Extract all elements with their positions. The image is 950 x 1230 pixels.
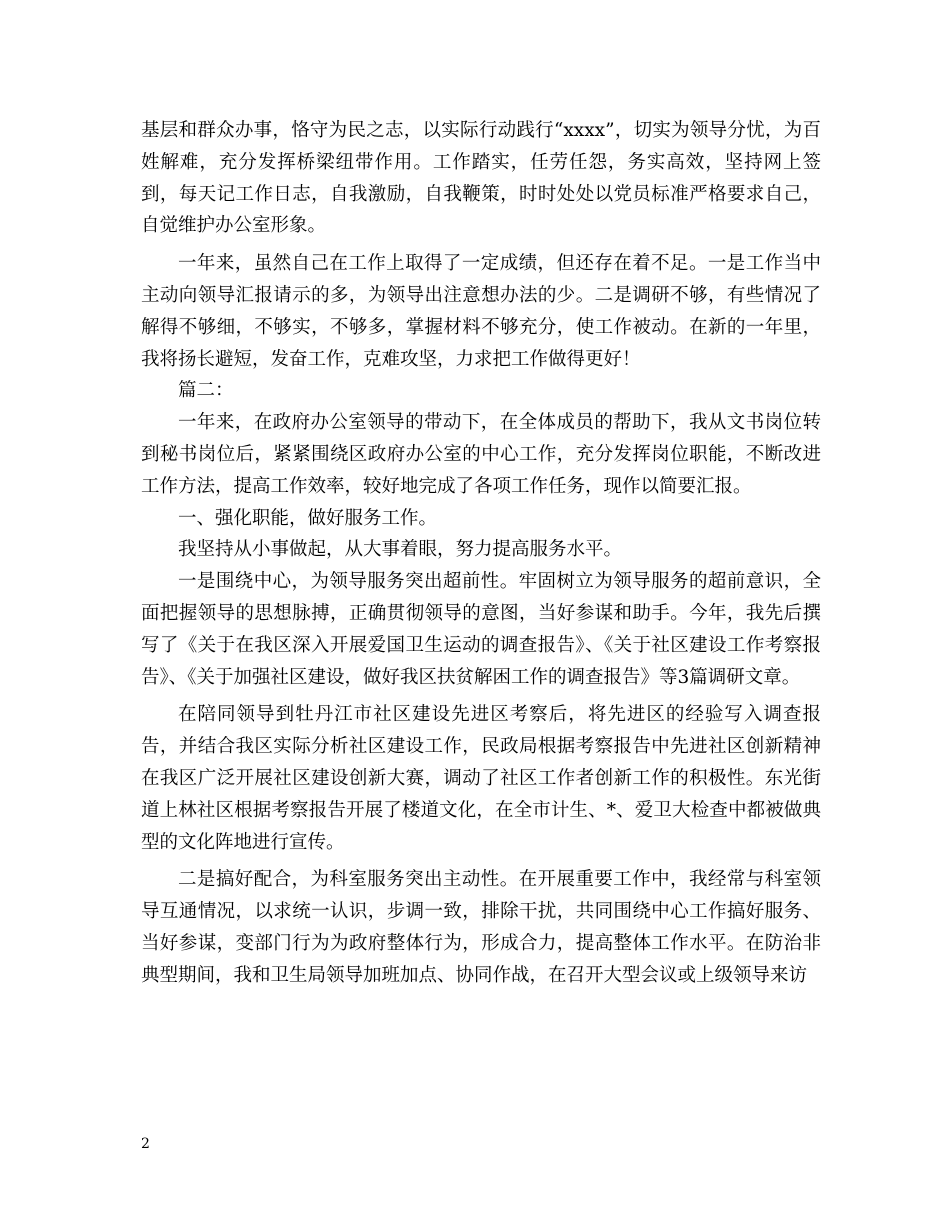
section-heading-1: 一、强化职能，做好服务工作。 — [178, 507, 438, 529]
body-text — [141, 115, 821, 992]
paragraph-2: 一年来，虽然自己在工作上取得了一定成绩，但还存在着不足。一是工作当中主动向领导汇报请示的多，为领导出注意想办法的少。二是调研不够，有些情况了解得不够细，不够实，不够多，掌握材料不够充分，使工作被动。在新的一年里，我将扬长避短，发奋工作，克难攻坚，力求把工作做得更好！ — [141, 253, 821, 370]
page-number: 2 — [141, 1136, 150, 1152]
paragraph-5: 一是围绕中心，为领导服务突出超前性。牢固树立为领导服务的超前意识，全面把握领导的思想脉搏，正确贯彻领导的意图，当好参谋和助手。今年，我先后撰写了《关于在我区深入开展爱国卫生运动的调查报告》、《关于社区建设工作考察报告》、《关于加强社区建设，做好我区扶贫解困工作的调查报告》等3篇调研文章。 — [141, 571, 821, 688]
paragraph-6: 在陪同领导到牡丹江市社区建设先进区考察后，将先进区的经验写入调查报告，并结合我区实际分析社区建设工作，民政局根据考察报告中先进社区创新精神在我区广泛开展社区建设创新大赛，调动了社区工作者创新工作的积极性。东光街道上林社区根据考察报告开展了楼道文化，在全市计生、*、爱卫大检查中都被做典型的文化阵地进行宣传。 — [141, 704, 821, 853]
paragraph-3: 一年来，在政府办公室领导的带动下，在全体成员的帮助下，我从文书岗位转到秘书岗位后，紧紧围绕区政府办公室的中心工作，充分发挥岗位职能，不断改进工作方法，提高工作效率，较好地完成了各项工作任务，现作以简要汇报。 — [141, 412, 821, 497]
paragraph-7: 二是搞好配合，为科室服务突出主动性。在开展重要工作中，我经常与科室领导互通情况，以求统一认识，步调一致，排除干扰，共同围绕中心工作搞好服务、当好参谋，变部门行为为政府整体行为，形成合力，提高整体工作水平。在防治非典型期间，我和卫生局领导加班加点、协同作战，在召开大型会议或上级领导来访 — [141, 869, 821, 986]
paragraph-1: 基层和群众办事，恪守为民之志，以实际行动践行“xxxx”，切实为领导分忧，为百姓解难，充分发挥桥梁纽带作用。工作踏实，任劳任怨，务实高效，坚持网上签到，每天记工作日志，自我激励，自我鞭策，时时处处以党员标准严格要求自己，自觉维护办公室形象。 — [141, 120, 821, 237]
section-heading-pian-er: 篇二： — [178, 380, 234, 402]
paragraph-4: 我坚持从小事做起，从大事着眼，努力提高服务水平。 — [178, 539, 623, 561]
